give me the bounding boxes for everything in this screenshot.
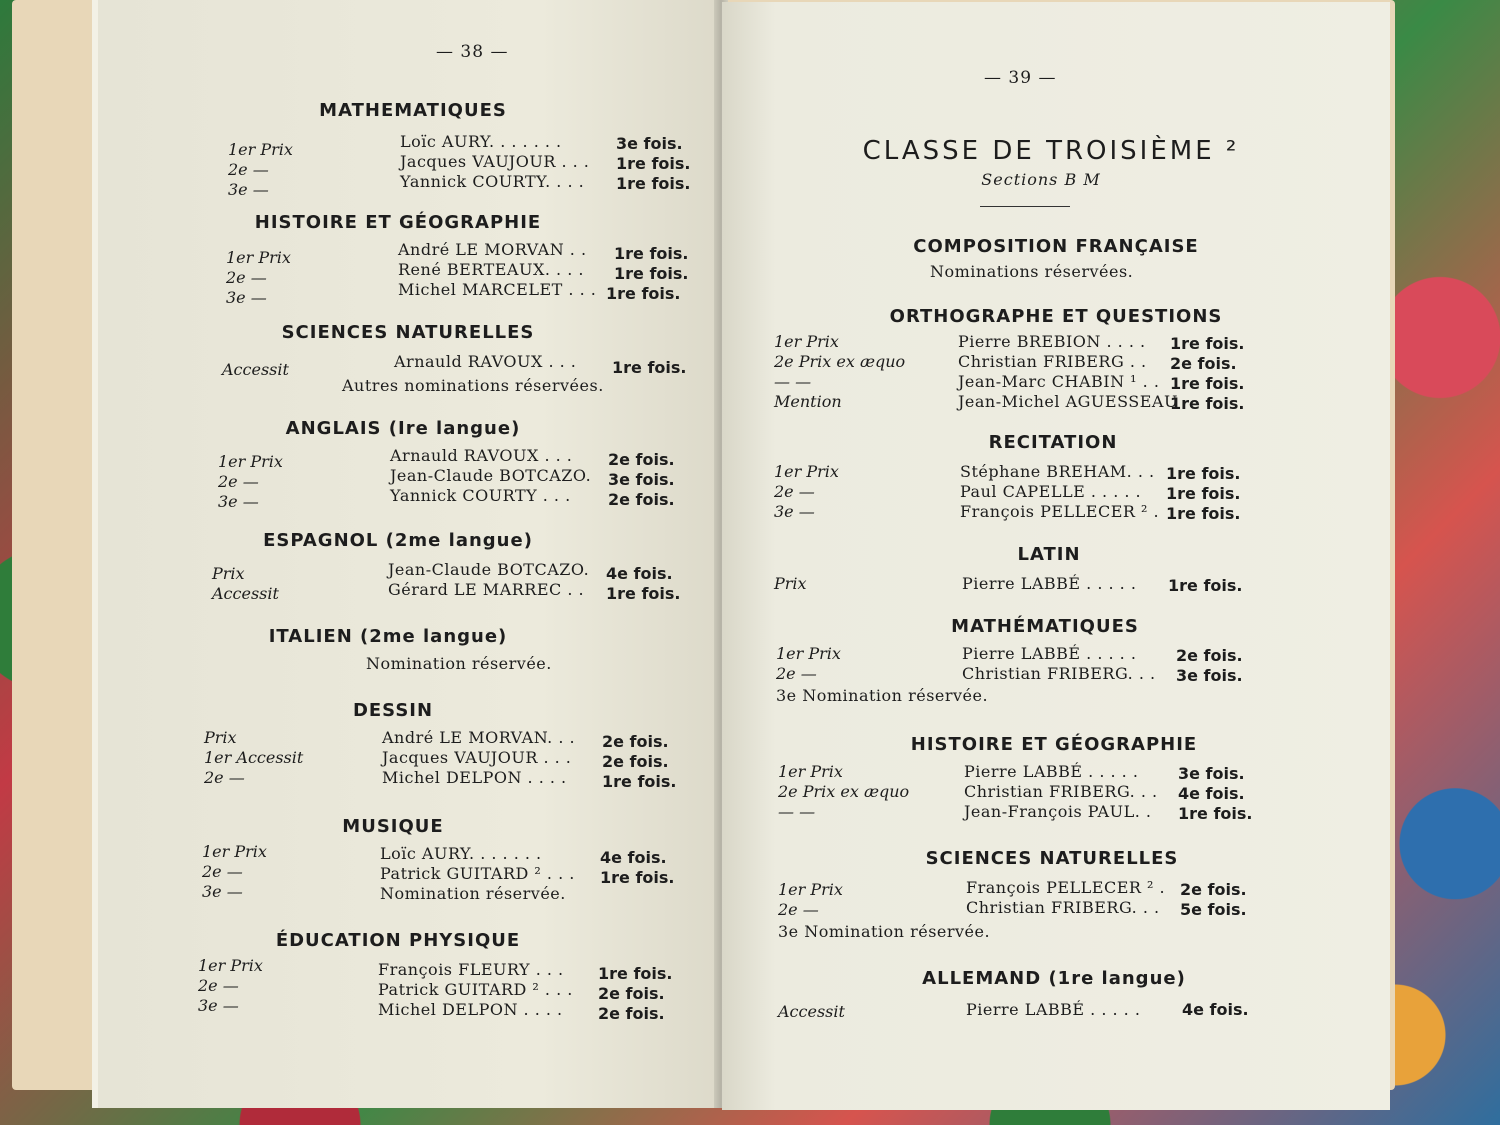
times-count: 2e fois. (598, 984, 665, 1003)
class-subtitle: Sections B M (981, 170, 1101, 189)
award-label: 3e — (198, 996, 239, 1015)
student-name: Stéphane BREHAM. . . (960, 462, 1155, 481)
award-label: 2e — (776, 664, 817, 683)
student-name: Patrick GUITARD ² . . . (378, 980, 573, 999)
award-label: — — (778, 802, 816, 821)
section-note: 3e Nomination réservée. (778, 922, 991, 941)
section-note: Nominations réservées. (930, 262, 1134, 281)
times-count: 1re fois. (606, 284, 681, 303)
award-label: 2e — (202, 862, 243, 881)
times-count: 2e fois. (608, 450, 675, 469)
student-name: Paul CAPELLE . . . . . (960, 482, 1142, 501)
award-label: 1er Accessit (204, 748, 304, 767)
award-label: 3e — (218, 492, 259, 511)
student-name: Yannick COURTY . . . (390, 486, 571, 505)
section-note: 3e Nomination réservée. (776, 686, 989, 705)
student-name: Christian FRIBERG . . (958, 352, 1147, 371)
award-label: 2e — (774, 482, 815, 501)
student-name: René BERTEAUX. . . . (398, 260, 584, 279)
times-count: 2e fois. (608, 490, 675, 509)
section-title: COMPOSITION FRANÇAISE (913, 236, 1199, 257)
times-count: 3e fois. (608, 470, 675, 489)
section-title: SCIENCES NATURELLES (281, 322, 535, 343)
times-count: 2e fois. (1176, 646, 1243, 665)
award-label: Accessit (212, 584, 279, 603)
student-name: Arnauld RAVOUX . . . (390, 446, 573, 465)
times-count: 4e fois. (606, 564, 673, 583)
award-label: 1er Prix (228, 140, 293, 159)
award-label: 1er Prix (226, 248, 291, 267)
times-count: 1re fois. (1178, 804, 1253, 823)
times-count: 2e fois. (1180, 880, 1247, 899)
section-note: Nomination réservée. (366, 654, 552, 673)
award-label: 2e — (198, 976, 239, 995)
times-count: 1re fois. (1166, 484, 1241, 503)
award-label: 3e — (202, 882, 243, 901)
left-page (92, 0, 728, 1108)
student-name: François PELLECER ² . (960, 502, 1160, 521)
award-label: 1er Prix (778, 880, 843, 899)
student-name: Jacques VAUJOUR . . . (382, 748, 572, 767)
student-name: Jean-François PAUL. . (964, 802, 1152, 821)
student-name: Loïc AURY. . . . . . . (380, 844, 542, 863)
times-count: 2e fois. (598, 1004, 665, 1023)
award-label: Prix (204, 728, 237, 747)
award-label: 2e — (228, 160, 269, 179)
award-label: Accessit (778, 1002, 845, 1021)
award-label: 1er Prix (774, 332, 839, 351)
section-title: LATIN (1017, 544, 1081, 565)
student-name: Jean-Claude BOTCAZO. (390, 466, 592, 485)
student-name: Jean-Michel AGUESSEAU (958, 392, 1178, 411)
student-name: Pierre LABBÉ . . . . . (962, 644, 1137, 663)
award-label: Prix (212, 564, 245, 583)
times-count: 1re fois. (598, 964, 673, 983)
times-count: 1re fois. (1170, 394, 1245, 413)
award-label: — — (774, 372, 812, 391)
page-number: — 38 — (436, 42, 509, 62)
student-name: Jean-Marc CHABIN ¹ . . (958, 372, 1160, 391)
student-name: Jean-Claude BOTCAZO. (388, 560, 590, 579)
section-title: MATHEMATIQUES (319, 100, 507, 121)
section-title: ITALIEN (2me langue) (268, 626, 508, 647)
times-count: 5e fois. (1180, 900, 1247, 919)
times-count: 1re fois. (1166, 504, 1241, 523)
student-name: Yannick COURTY. . . . (400, 172, 585, 191)
award-label: 2e Prix ex æquo (774, 352, 906, 371)
section-title: DESSIN (352, 700, 434, 721)
times-count: 2e fois. (602, 752, 669, 771)
student-name: Christian FRIBERG. . . (962, 664, 1156, 683)
times-count: 4e fois. (1182, 1000, 1249, 1019)
times-count: 4e fois. (600, 848, 667, 867)
section-title: ALLEMAND (1re langue) (922, 968, 1186, 989)
student-name: Michel DELPON . . . . (378, 1000, 563, 1019)
award-label: 3e — (228, 180, 269, 199)
award-label: 2e Prix ex æquo (778, 782, 910, 801)
times-count: 1re fois. (614, 244, 689, 263)
student-name: André LE MORVAN . . (398, 240, 587, 259)
section-title: ANGLAIS (Ire langue) (285, 418, 521, 439)
award-label: 1er Prix (198, 956, 263, 975)
award-label: 1er Prix (776, 644, 841, 663)
section-title: MUSIQUE (342, 816, 444, 837)
award-label: 3e — (774, 502, 815, 521)
award-label: 1er Prix (218, 452, 283, 471)
student-name: Michel MARCELET . . . (398, 280, 597, 299)
times-count: 2e fois. (1170, 354, 1237, 373)
times-count: 1re fois. (1168, 576, 1243, 595)
student-name: Pierre BREBION . . . . (958, 332, 1146, 351)
times-count: 1re fois. (612, 358, 687, 377)
award-label: Mention (774, 392, 842, 411)
student-name: Loïc AURY. . . . . . . (400, 132, 562, 151)
times-count: 3e fois. (1178, 764, 1245, 783)
student-name: Christian FRIBERG. . . (964, 782, 1158, 801)
page-number: — 39 — (984, 68, 1057, 88)
right-page (722, 2, 1390, 1110)
section-title: ESPAGNOL (2me langue) (263, 530, 533, 551)
times-count: 4e fois. (1178, 784, 1245, 803)
award-label: Prix (774, 574, 807, 593)
award-label: 1er Prix (774, 462, 839, 481)
award-label: Accessit (222, 360, 289, 379)
section-title: SCIENCES NATURELLES (925, 848, 1179, 869)
student-name: Pierre LABBÉ . . . . . (966, 1000, 1141, 1019)
section-note: Autres nominations réservées. (342, 376, 604, 395)
award-label: 2e — (226, 268, 267, 287)
student-name: Michel DELPON . . . . (382, 768, 567, 787)
student-name: Nomination réservée. (380, 884, 566, 903)
student-name: Pierre LABBÉ . . . . . (962, 574, 1137, 593)
times-count: 1re fois. (1170, 374, 1245, 393)
times-count: 1re fois. (602, 772, 677, 791)
award-label: 2e — (778, 900, 819, 919)
section-title: RECITATION (988, 432, 1118, 453)
student-name: Pierre LABBÉ . . . . . (964, 762, 1139, 781)
award-label: 2e — (204, 768, 245, 787)
times-count: 1re fois. (616, 154, 691, 173)
class-title: CLASSE DE TROISIÈME ² (862, 136, 1240, 166)
section-title: HISTOIRE ET GÉOGRAPHIE (254, 212, 542, 233)
student-name: Gérard LE MARREC . . (388, 580, 585, 599)
section-title: ÉDUCATION PHYSIQUE (275, 930, 521, 951)
award-label: 1er Prix (202, 842, 267, 861)
award-label: 3e — (226, 288, 267, 307)
student-name: Jacques VAUJOUR . . . (400, 152, 590, 171)
times-count: 1re fois. (606, 584, 681, 603)
title-rule (980, 206, 1070, 207)
student-name: Arnauld RAVOUX . . . (394, 352, 577, 371)
times-count: 3e fois. (1176, 666, 1243, 685)
times-count: 3e fois. (616, 134, 683, 153)
times-count: 2e fois. (602, 732, 669, 751)
student-name: André LE MORVAN. . . (382, 728, 576, 747)
student-name: François PELLECER ² . (966, 878, 1166, 897)
student-name: Christian FRIBERG. . . (966, 898, 1160, 917)
times-count: 1re fois. (600, 868, 675, 887)
section-title: HISTOIRE ET GÉOGRAPHIE (910, 734, 1198, 755)
student-name: François FLEURY . . . (378, 960, 564, 979)
section-title: ORTHOGRAPHE ET QUESTIONS (889, 306, 1223, 327)
times-count: 1re fois. (616, 174, 691, 193)
times-count: 1re fois. (1170, 334, 1245, 353)
award-label: 1er Prix (778, 762, 843, 781)
award-label: 2e — (218, 472, 259, 491)
student-name: Patrick GUITARD ² . . . (380, 864, 575, 883)
times-count: 1re fois. (614, 264, 689, 283)
times-count: 1re fois. (1166, 464, 1241, 483)
section-title: MATHÉMATIQUES (951, 616, 1139, 637)
